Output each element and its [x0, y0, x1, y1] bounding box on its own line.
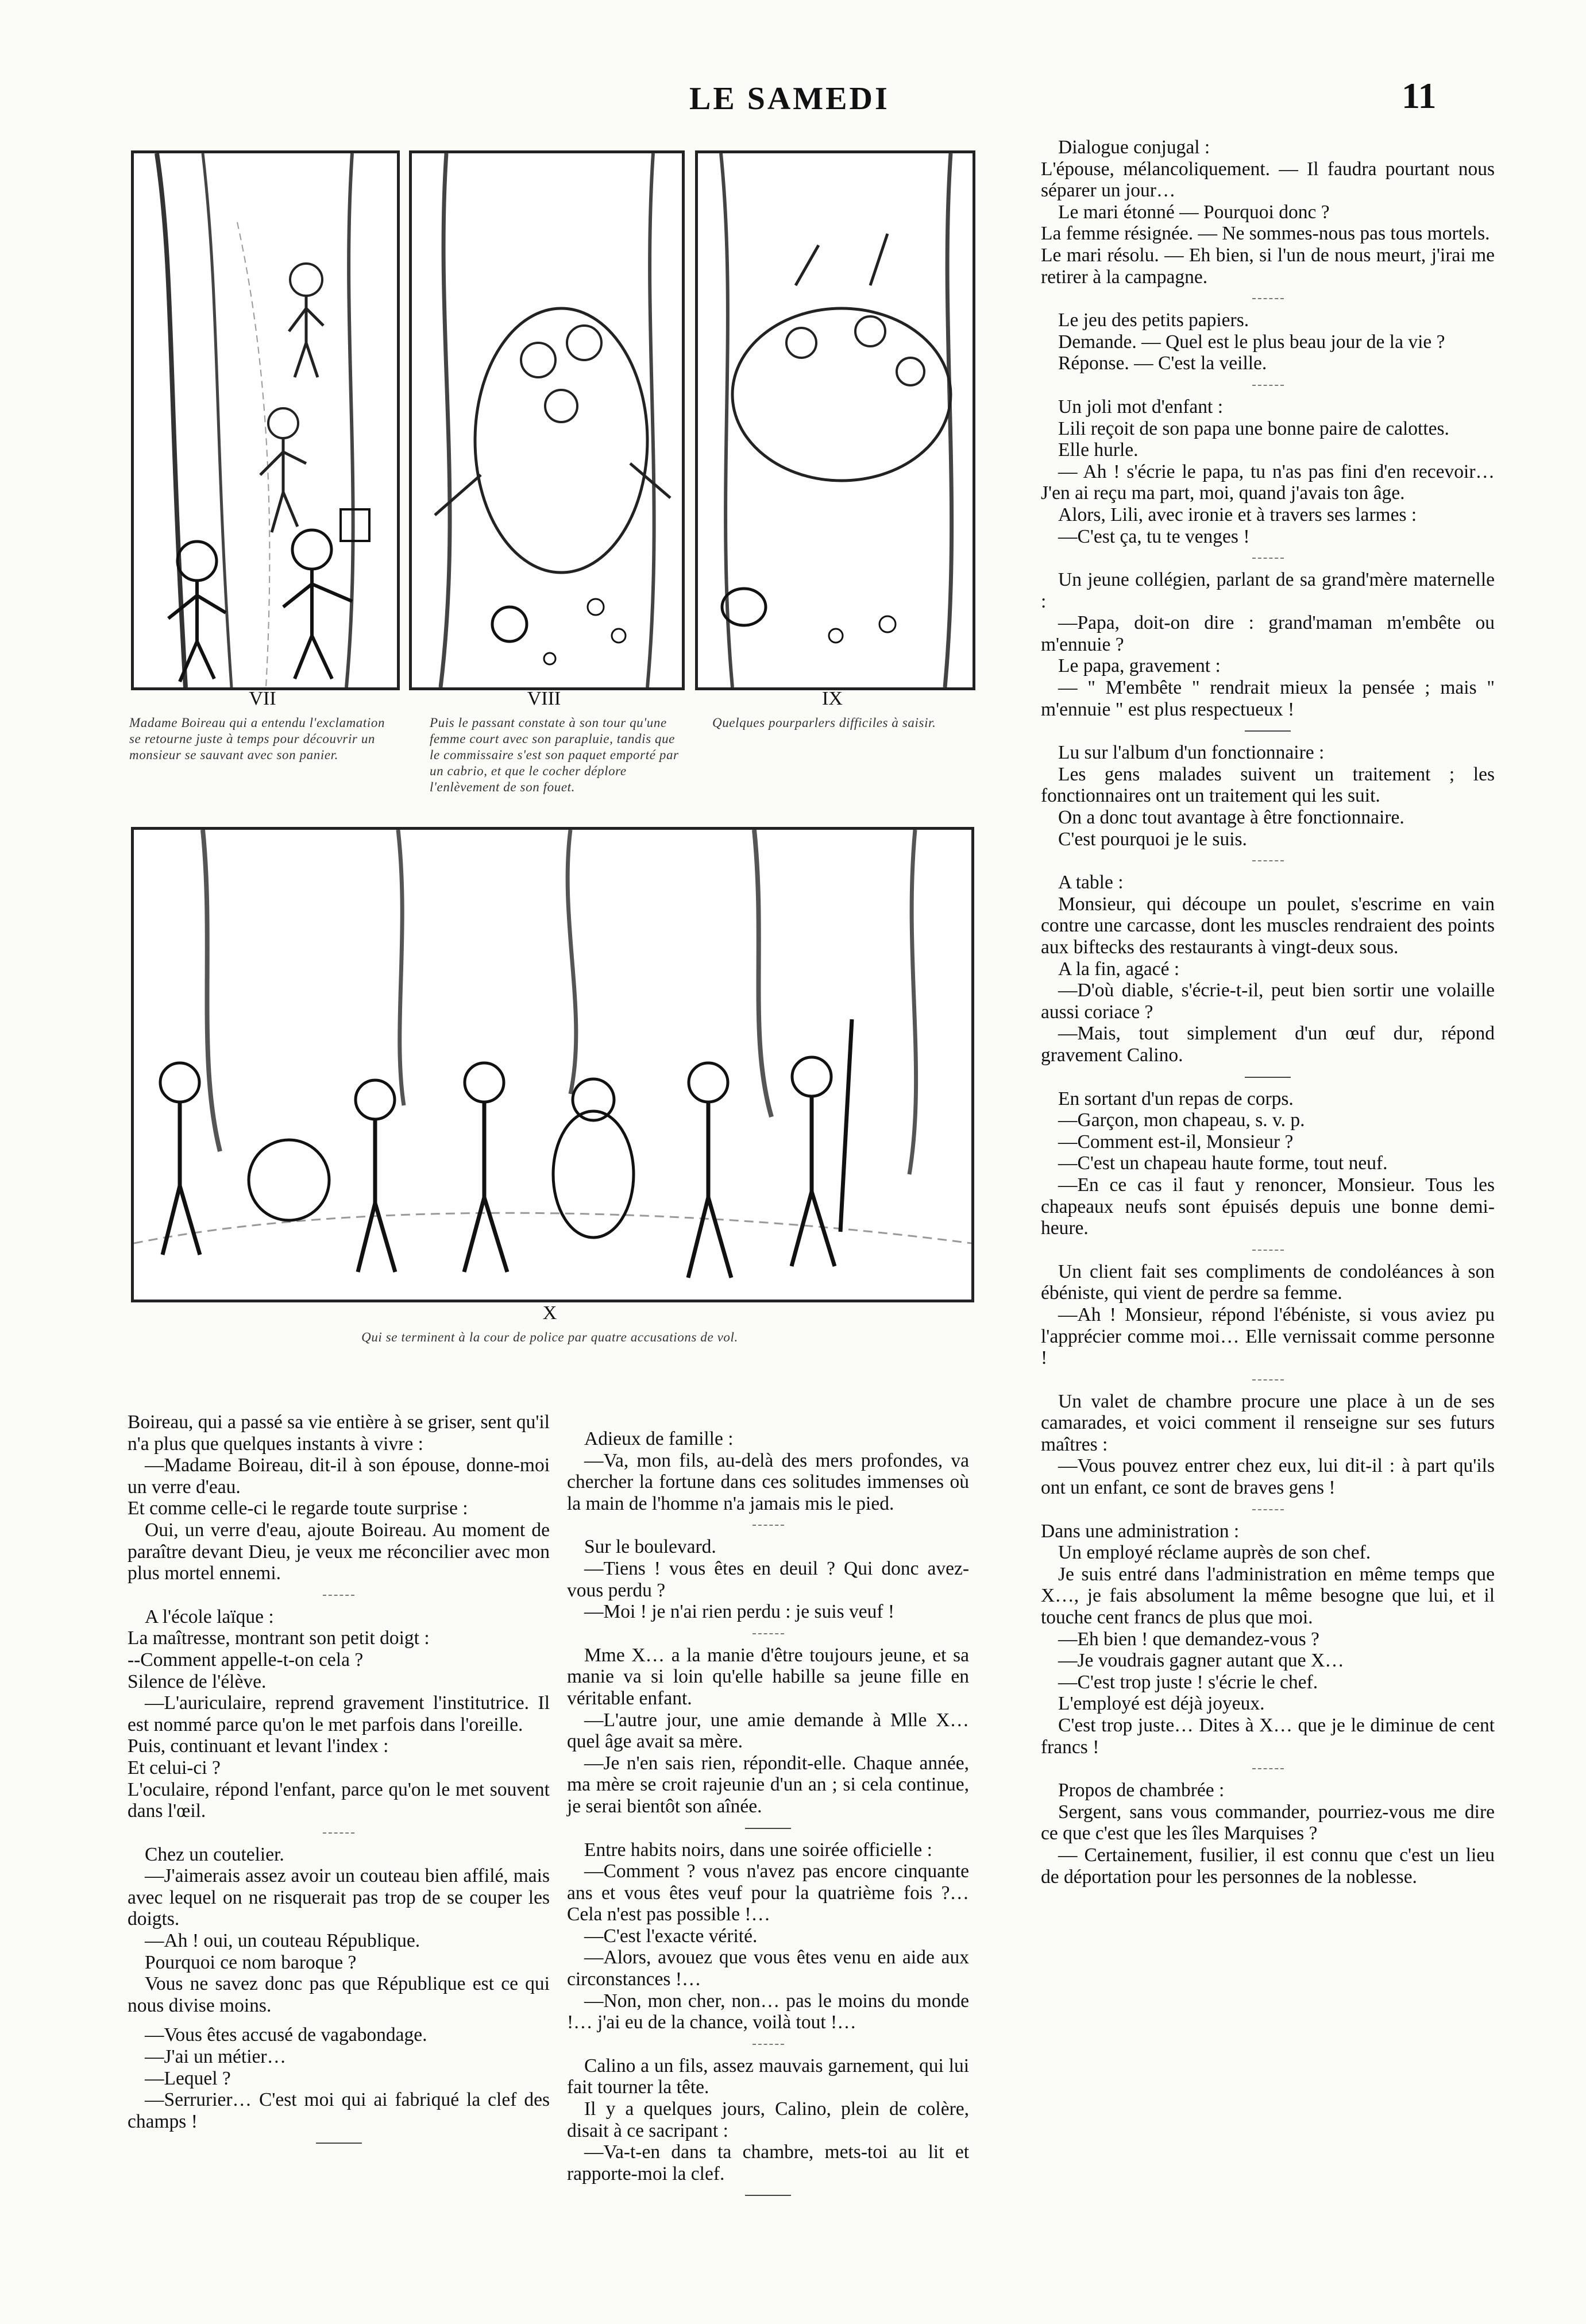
anecdote-heading: Sur le boulevard. [584, 1536, 716, 1558]
illustration-panel-9 [695, 150, 975, 690]
anecdote-text: Et celui-ci ? [128, 1757, 221, 1778]
anecdote-text: Un employé réclame auprès de son chef. [1058, 1542, 1371, 1564]
anecdote-text: —C'est trop juste ! s'écrie le chef. [1058, 1671, 1318, 1693]
separator [1245, 1077, 1291, 1078]
left-column [128, 1412, 550, 2154]
forest-path-illustration [134, 153, 397, 687]
illustration-panel-10 [131, 827, 974, 1302]
anecdote-text: —Je voudrais gagner autant que X… [1058, 1650, 1344, 1672]
anecdote-text: Monsieur, qui découpe un poulet, s'escrime en vain contre une carcasse, dont les muscles rendraient des points aux biftecks des restaurants à vingt-deux sous. [1041, 893, 1495, 958]
anecdote-text: L'oculaire, répond l'enfant, parce qu'on le met souvent dans l'œil. [128, 1778, 550, 1822]
anecdote-text: —Je n'en sais rien, répondit-elle. Chaque année, ma mère se croit rajeunie d'un an ; si cela continue, je serai bientôt son aînée. [567, 1752, 969, 1817]
anecdote-heading: En sortant d'un repas de corps. [1058, 1088, 1294, 1109]
anecdote-text: —Eh bien ! que demandez-vous ? [1058, 1628, 1319, 1650]
panel-10-caption: Qui se terminent à la cour de police par quatre accusations de vol. [361, 1330, 738, 1344]
anecdote-text: Je suis entré dans l'administration en même temps que X…, je fais absolument la même besogne que lui, et il touche cent francs de plus que moi. [1041, 1563, 1495, 1629]
panel-9-caption: Quelques pourparlers difficiles à saisir. [712, 716, 936, 730]
separator [753, 2044, 784, 2045]
anecdote-text: —C'est un chapeau haute forme, tout neuf. [1058, 1153, 1388, 1174]
anecdote-text: —Ah ! Monsieur, répond l'ébéniste, si vous aviez pu l'apprécier comme moi… Elle vernissait comme personne ! [1041, 1304, 1495, 1369]
anecdote-text: L'épouse, mélancoliquement. — Il faudra pourtant nous séparer un jour… [1041, 158, 1495, 202]
anecdote-text: --Comment appelle-t-on cela ? [128, 1649, 364, 1671]
anecdote-heading: Dialogue conjugal : [1058, 137, 1210, 158]
anecdote-text: —J'ai un métier… [145, 2046, 287, 2068]
anecdote-heading: Un jeune collégien, parlant de sa grand'mère maternelle : [1041, 569, 1495, 612]
anecdote-text: Elle hurle. [1058, 439, 1139, 461]
anecdote-text: Silence de l'élève. [128, 1671, 267, 1692]
anecdote-text: —C'est l'exacte vérité. [584, 1925, 758, 1947]
anecdote-heading: Le jeu des petits papiers. [1058, 310, 1249, 331]
separator [753, 1633, 784, 1634]
anecdote-text: Vous ne savez donc pas que République est ce qui nous divise moins. [128, 1973, 550, 2016]
anecdote-text: Réponse. — C'est la veille. [1058, 353, 1267, 374]
anecdote-text: Les gens malades suivent un traitement ; les fonctionnaires ont un traitement qui les suit. [1041, 763, 1495, 807]
separator [1252, 298, 1284, 299]
panel-10-numeral: X [542, 1302, 557, 1324]
anecdote-text: — Ah ! s'écrie le papa, tu n'as pas fini d'en recevoir… J'en ai reçu ma part, moi, quand j'avais ton âge. [1041, 461, 1495, 504]
separator [1252, 1768, 1284, 1769]
anecdote-text: Lili reçoit de son papa une bonne paire de calottes. [1058, 417, 1449, 439]
middle-column [567, 1428, 969, 2206]
anecdote-text: —En ce cas il faut y renoncer, Monsieur. Tous les chapeaux neufs sont épuisés depuis une bonne demi-heure. [1041, 1174, 1495, 1239]
anecdote-text: Boireau, qui a passé sa vie entière à se griser, sent qu'il n'a plus que quelques instants à vivre : [128, 1412, 550, 1455]
anecdote-heading: Lu sur l'album d'un fonctionnaire : [1058, 742, 1325, 764]
separator [1252, 1509, 1284, 1510]
anecdote-text: Oui, un verre d'eau, ajoute Boireau. Au moment de paraître devant Dieu, je veux me réconcilier avec mon plus mortel ennemi. [128, 1519, 550, 1584]
separator [745, 2195, 791, 2196]
separator [1252, 1250, 1284, 1251]
anecdote-text: Pourquoi ce nom baroque ? [145, 1951, 357, 1973]
anecdote-heading: Entre habits noirs, dans une soirée officielle : [584, 1839, 932, 1861]
anecdote-text: Un client fait ses compliments de condoléances à son ébéniste, qui vient de perdre sa femme. [1041, 1260, 1495, 1304]
anecdote-text: — " M'embête " rendrait mieux la pensée ; mais " m'ennuie " est plus respectueux ! [1041, 677, 1495, 720]
illustration-panel-7 [131, 150, 400, 690]
anecdote-text: —Garçon, mon chapeau, s. v. p. [1058, 1109, 1305, 1131]
anecdote-text: —Alors, avouez que vous êtes venu en aide aux circonstances !… [567, 1947, 969, 1990]
anecdote-text: —Va, mon fils, au-delà des mers profondes, va chercher la fortune dans ces solitudes immenses où la main de l'homme n'a jamais mis le pied. [567, 1449, 969, 1514]
anecdote-text: Sergent, sans vous commander, pourriez-vous me dire ce que c'est que les îles Marquises ? [1041, 1801, 1495, 1844]
anecdote-text: —D'où diable, s'écrie-t-il, peut bien sortir une volaille aussi coriace ? [1041, 980, 1495, 1023]
panel-8-caption: Puis le passant constate à son tour qu'une femme court avec son parapluie, tandis que le commissaire s'est son paquet emporté par un cabrio, et que le cocher déplore l'enlèvement de son fouet. [430, 716, 679, 794]
panel-8-numeral: VIII [527, 688, 561, 709]
illustration-panel-8 [409, 150, 685, 690]
anecdote-text: —Ah ! oui, un couteau République. [145, 1930, 420, 1952]
separator [1252, 1379, 1284, 1381]
anecdote-text: —Serrurier… C'est moi qui ai fabriqué la clef des champs ! [128, 2089, 550, 2132]
anecdote-text: —Non, mon cher, non… pas le moins du monde !… j'ai eu de la chance, voilà tout !… [567, 1990, 969, 2033]
anecdote-heading: Un joli mot d'enfant : [1058, 396, 1224, 417]
page-number: 11 [1402, 75, 1437, 116]
separator [1252, 558, 1284, 559]
anecdote-text: —Madame Boireau, dit-il à son épouse, donne-moi un verre d'eau. [128, 1455, 550, 1498]
anecdote-text: —Comment ? vous n'avez pas encore cinquante ans et vous êtes veuf pour la quatrième fois ?… Cela n'est pas possible !… [567, 1861, 969, 1925]
anecdote-heading: A table : [1058, 872, 1124, 894]
anecdote-text: La maîtresse, montrant son petit doigt : [128, 1627, 430, 1649]
separator [1252, 385, 1284, 386]
anecdote-text: —Moi ! je n'ai rien perdu : je suis veuf ! [584, 1601, 895, 1623]
masthead-title: LE SAMEDI [689, 81, 890, 117]
anecdote-text: On a donc tout avantage à être fonctionnaire. [1058, 807, 1404, 829]
anecdote-heading: Chez un coutelier. [145, 1843, 284, 1865]
anecdote-text: C'est pourquoi je le suis. [1058, 828, 1247, 850]
separator [753, 1525, 784, 1526]
anecdote-text: —Lequel ? [145, 2067, 231, 2089]
anecdote-text: —C'est ça, tu te venges ! [1058, 525, 1250, 547]
separator [316, 2143, 362, 2144]
separator [323, 1832, 354, 1834]
anecdote-text: —Va-t-en dans ta chambre, mets-toi au lit et rapporte-moi la clef. [567, 2141, 969, 2184]
anecdote-text: A la fin, agacé : [1058, 958, 1180, 980]
anecdote-text: —Vous êtes accusé de vagabondage. [145, 2024, 427, 2046]
separator [1245, 730, 1291, 732]
separator [1252, 860, 1284, 861]
anecdote-heading: Propos de chambrée : [1058, 1780, 1225, 1801]
anecdote-text: Il y a quelques jours, Calino, plein de colère, disait à ce sacripant : [567, 2098, 969, 2141]
anecdote-text: C'est trop juste… Dites à X… que je le diminue de cent francs ! [1041, 1715, 1495, 1758]
anecdote-text: Calino a un fils, assez mauvais garnement, qui lui fait tourner la tête. [567, 2055, 969, 2098]
anecdote-text: Le papa, gravement : [1058, 655, 1221, 677]
anecdote-heading: Adieux de famille : [584, 1428, 734, 1449]
separator [745, 1828, 791, 1829]
anecdote-text: —Comment est-il, Monsieur ? [1058, 1131, 1294, 1153]
anecdote-text: L'employé est déjà joyeux. [1058, 1693, 1265, 1715]
anecdote-text: La femme résignée. — Ne sommes-nous pas tous mortels. [1041, 223, 1490, 245]
panel-7-numeral: VII [249, 688, 276, 709]
anecdote-text: Demande. — Quel est le plus beau jour de la vie ? [1058, 331, 1445, 353]
anecdote-text: —Mais, tout simplement d'un œuf dur, répond gravement Calino. [1041, 1023, 1495, 1066]
anecdote-text: Puis, continuant et levant l'index : [128, 1735, 389, 1757]
anecdote-text: — Certainement, fusilier, il est connu que c'est un lieu de déportation pour les personnes de la noblesse. [1041, 1844, 1495, 1888]
anecdote-text: —L'autre jour, une amie demande à Mlle X… quel âge avait sa mère. [567, 1709, 969, 1753]
police-procession-illustration [134, 830, 971, 1300]
anecdote-text: —Tiens ! vous êtes en deuil ? Qui donc avez-vous perdu ? [567, 1557, 969, 1601]
panel-9-numeral: IX [822, 688, 843, 709]
anecdote-text: —J'aimerais assez avoir un couteau bien affilé, mais avec lequel on ne risquerait pas trop de se couper les doigts. [128, 1865, 550, 1930]
crowd-scuffle-illustration [412, 153, 682, 687]
anecdote-heading: Dans une administration : [1041, 1520, 1240, 1542]
anecdote-text: Le mari étonné — Pourquoi donc ? [1058, 201, 1330, 223]
anecdote-text: —Vous pouvez entrer chez eux, lui dit-il : à part qu'ils ont un enfant, ce sont de braves gens ! [1041, 1455, 1495, 1499]
anecdote-text: —Papa, doit-on dire : grand'maman m'embête ou m'ennuie ? [1041, 612, 1495, 655]
separator [323, 1595, 354, 1596]
anecdote-text: —L'auriculaire, reprend gravement l'institutrice. Il est nommé parce qu'on le met parfois dans l'oreille. [128, 1692, 550, 1735]
anecdote-text: Mme X… a la manie d'être toujours jeune, et sa manie va si loin qu'elle habille sa jeune fille en véritable enfant. [567, 1644, 969, 1709]
anecdote-text: Le mari résolu. — Eh bien, si l'un de nous meurt, j'irai me retirer à la campagne. [1041, 244, 1495, 288]
pile-of-people-illustration [698, 153, 973, 687]
anecdote-text: Et comme celle-ci le regarde toute surprise : [128, 1498, 468, 1519]
anecdote-heading: A l'école laïque : [145, 1606, 274, 1627]
anecdote-text: Alors, Lili, avec ironie et à travers ses larmes : [1058, 504, 1417, 525]
anecdote-text: Un valet de chambre procure une place à un de ses camarades, et voici comment il renseigne sur ses futurs maîtres : [1041, 1390, 1495, 1455]
panel-7-caption: Madame Boireau qui a entendu l'exclamation se retourne juste à temps pour découvrir un monsieur se sauvant avec son panier. [129, 716, 385, 762]
right-column [1041, 137, 1495, 1888]
